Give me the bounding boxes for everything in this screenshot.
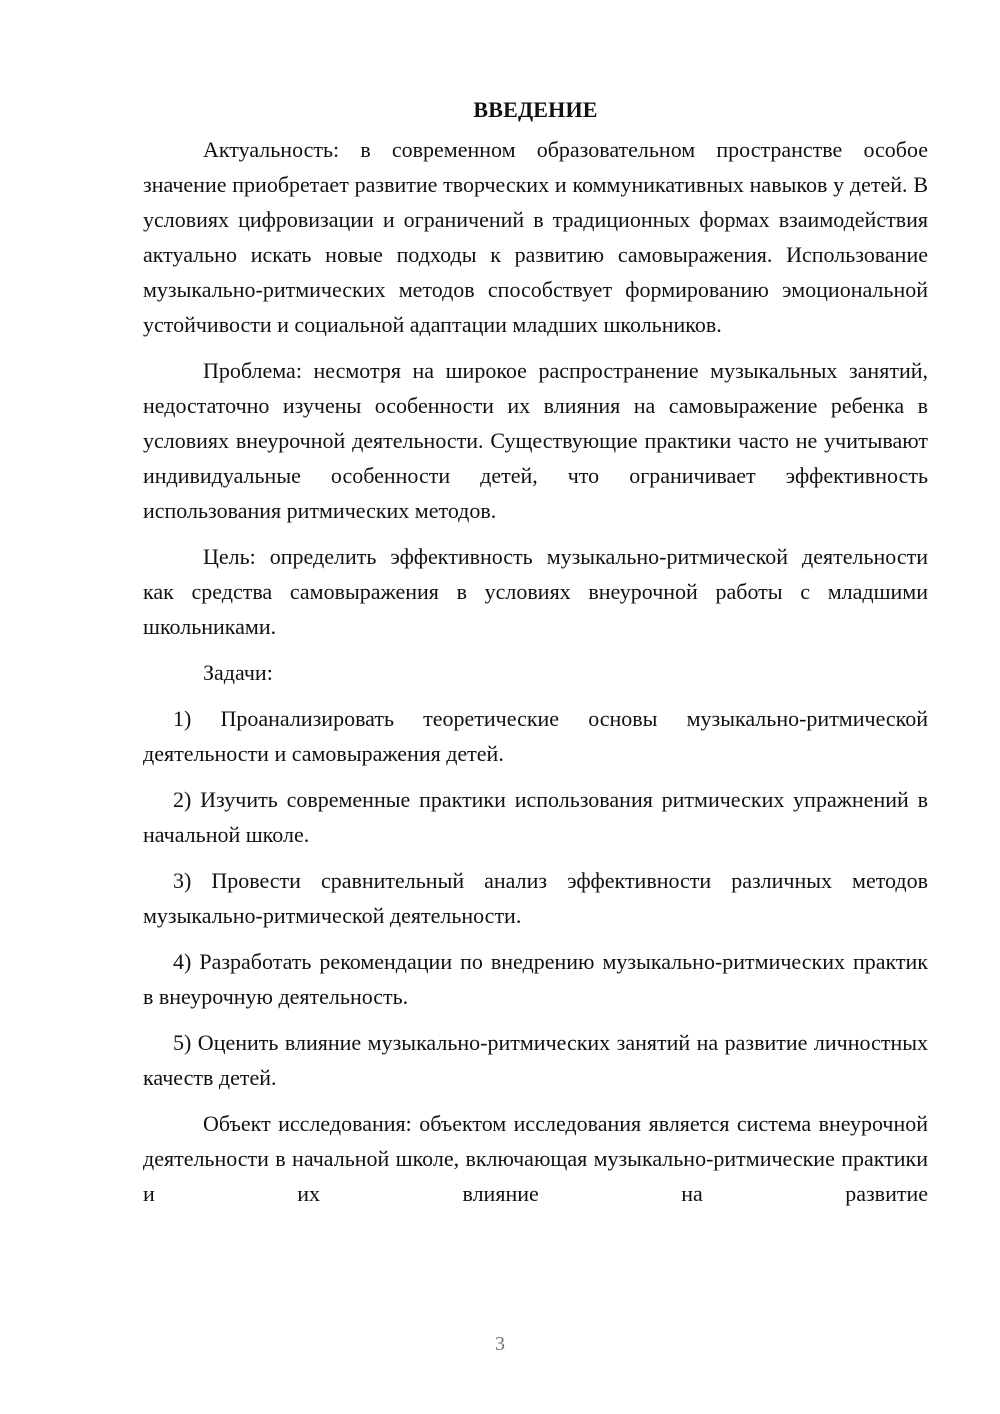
page-number: 3 [495, 1333, 505, 1355]
section-heading: ВВЕДЕНИЕ [473, 97, 598, 122]
page-content [143, 92, 928, 1222]
task-item-1: 1) Проанализировать теоретические основы музыкально-ритмической деятельности и самовыражения детей. [143, 706, 928, 766]
task-item-4: 4) Разработать рекомендации по внедрению музыкально-ритмических практик в внеурочную деятельность. [143, 949, 928, 1009]
paragraph-object: Объект исследования: объектом исследования является система внеурочной деятельности в начальной школе, включающая музыкально-ритмические практики и их влияние на развитие [143, 1111, 928, 1206]
paragraph-goal: Цель: определить эффективность музыкально-ритмической деятельности как средства самовыражения в условиях внеурочной работы с младшими школьниками. [143, 544, 928, 639]
task-list [143, 701, 928, 1095]
paragraph-relevance: Актуальность: в современном образовательном пространстве особое значение приобретает развитие творческих и коммуникативных навыков у детей. В условиях цифровизации и ограничений в традиционных формах взаимодействия актуально искать новые подходы к развитию самовыражения. Использование музыкально-ритмических методов способствует формированию эмоциональной устойчивости и социальной адаптации младших школьников. [143, 137, 928, 337]
tasks-label: Задачи: [203, 660, 273, 685]
paragraph-problem: Проблема: несмотря на широкое распространение музыкальных занятий, недостаточно изучены особенности их влияния на самовыражение ребенка в условиях внеурочной деятельности. Существующие практики часто не учитывают индивидуальные особенности детей, что ограничивает эффективность использования ритмических методов. [143, 358, 928, 523]
task-item-5: 5) Оценить влияние музыкально-ритмических занятий на развитие личностных качеств детей. [143, 1030, 928, 1090]
task-item-3: 3) Провести сравнительный анализ эффективности различных методов музыкально-ритмической деятельности. [143, 868, 928, 928]
task-item-2: 2) Изучить современные практики использования ритмических упражнений в начальной школе. [143, 787, 928, 847]
